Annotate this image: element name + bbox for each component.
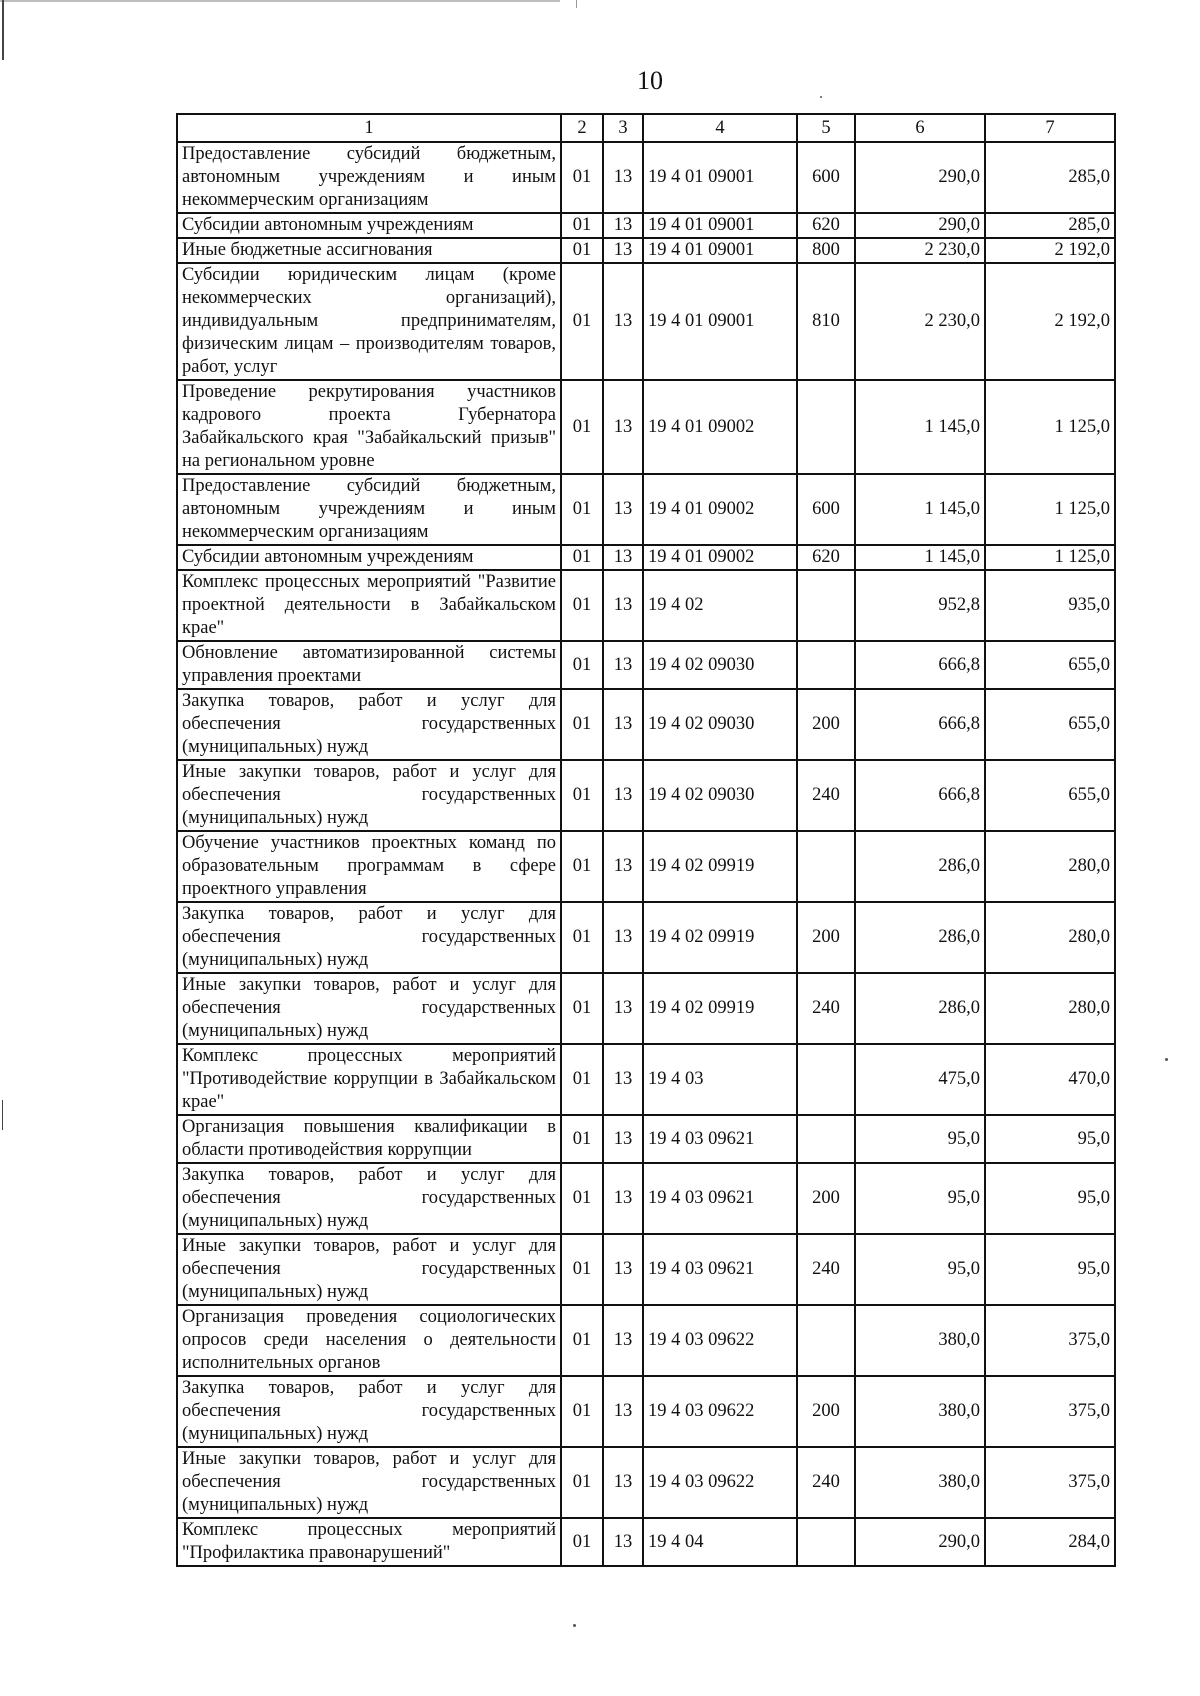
subsection-code: 13	[603, 570, 643, 641]
expense-type-code: 200	[797, 1163, 855, 1234]
expense-type-code: 200	[797, 1376, 855, 1447]
section-code: 01	[561, 641, 603, 689]
table-row	[177, 973, 1115, 1044]
row-description: Предоставление субсидий бюджетным, автономным учреждениям и иным некоммерческим организациям	[177, 142, 561, 213]
row-description: Субсидии юридическим лицам (кроме некоммерческих организаций), индивидуальным предпринимателям, физическим лицам – производителям товаров, работ, услуг	[177, 263, 561, 380]
header-cell: 2	[561, 114, 603, 142]
amount-col-6: 95,0	[855, 1234, 985, 1305]
section-code: 01	[561, 142, 603, 213]
header-cell: 3	[603, 114, 643, 142]
amount-col-6: 286,0	[855, 902, 985, 973]
subsection-code: 13	[603, 474, 643, 545]
target-article-code: 19 4 03 09622	[643, 1376, 797, 1447]
amount-col-7: 95,0	[985, 1115, 1115, 1163]
row-description: Иные закупки товаров, работ и услуг для обеспечения государственных (муниципальных) нужд	[177, 1234, 561, 1305]
scan-edge-line	[0, 0, 560, 2]
section-code: 01	[561, 380, 603, 474]
amount-col-6: 666,8	[855, 689, 985, 760]
section-code: 01	[561, 1447, 603, 1518]
amount-col-6: 290,0	[855, 142, 985, 213]
table-row	[177, 474, 1115, 545]
expense-type-code	[797, 1115, 855, 1163]
target-article-code: 19 4 02 09030	[643, 689, 797, 760]
expense-type-code	[797, 1044, 855, 1115]
target-article-code: 19 4 03 09621	[643, 1163, 797, 1234]
row-description: Иные закупки товаров, работ и услуг для обеспечения государственных (муниципальных) нужд	[177, 1447, 561, 1518]
table-row	[177, 1447, 1115, 1518]
amount-col-7: 1 125,0	[985, 545, 1115, 570]
subsection-code: 13	[603, 1305, 643, 1376]
expense-type-code	[797, 641, 855, 689]
row-description: Организация повышения квалификации в области противодействия коррупции	[177, 1115, 561, 1163]
row-description: Закупка товаров, работ и услуг для обеспечения государственных (муниципальных) нужд	[177, 689, 561, 760]
amount-col-6: 380,0	[855, 1376, 985, 1447]
subsection-code: 13	[603, 689, 643, 760]
amount-col-7: 375,0	[985, 1305, 1115, 1376]
amount-col-6: 1 145,0	[855, 474, 985, 545]
amount-col-7: 2 192,0	[985, 263, 1115, 380]
table-row	[177, 1044, 1115, 1115]
budget-table-body	[177, 114, 1115, 1566]
amount-col-6: 1 145,0	[855, 545, 985, 570]
amount-col-6: 380,0	[855, 1305, 985, 1376]
section-code: 01	[561, 545, 603, 570]
target-article-code: 19 4 04	[643, 1518, 797, 1566]
section-code: 01	[561, 902, 603, 973]
amount-col-6: 475,0	[855, 1044, 985, 1115]
amount-col-7: 95,0	[985, 1163, 1115, 1234]
page-number: 10	[637, 66, 663, 95]
subsection-code: 13	[603, 1044, 643, 1115]
subsection-code: 13	[603, 760, 643, 831]
target-article-code: 19 4 02 09919	[643, 973, 797, 1044]
expense-type-code: 600	[797, 142, 855, 213]
row-description: Организация проведения социологических опросов среди населения о деятельности исполнительных органов	[177, 1305, 561, 1376]
amount-col-7: 655,0	[985, 641, 1115, 689]
row-description: Комплекс процессных мероприятий "Противодействие коррупции в Забайкальском крае"	[177, 1044, 561, 1115]
amount-col-7: 655,0	[985, 689, 1115, 760]
section-code: 01	[561, 213, 603, 238]
amount-col-7: 285,0	[985, 213, 1115, 238]
row-description: Предоставление субсидий бюджетным, автономным учреждениям и иным некоммерческим организациям	[177, 474, 561, 545]
table-row	[177, 689, 1115, 760]
target-article-code: 19 4 03 09622	[643, 1305, 797, 1376]
amount-col-6: 95,0	[855, 1163, 985, 1234]
subsection-code: 13	[603, 831, 643, 902]
subsection-code: 13	[603, 1518, 643, 1566]
subsection-code: 13	[603, 902, 643, 973]
amount-col-7: 1 125,0	[985, 474, 1115, 545]
expense-type-code: 600	[797, 474, 855, 545]
table-row	[177, 1115, 1115, 1163]
subsection-code: 13	[603, 1163, 643, 1234]
table-row	[177, 1234, 1115, 1305]
target-article-code: 19 4 01 09001	[643, 142, 797, 213]
section-code: 01	[561, 1115, 603, 1163]
row-description: Иные закупки товаров, работ и услуг для обеспечения государственных (муниципальных) нужд	[177, 760, 561, 831]
budget-table	[176, 113, 1116, 1567]
subsection-code: 13	[603, 238, 643, 263]
section-code: 01	[561, 1376, 603, 1447]
amount-col-7: 280,0	[985, 902, 1115, 973]
expense-type-code: 240	[797, 760, 855, 831]
target-article-code: 19 4 02 09030	[643, 641, 797, 689]
table-row	[177, 641, 1115, 689]
amount-col-6: 952,8	[855, 570, 985, 641]
amount-col-6: 666,8	[855, 641, 985, 689]
table-row	[177, 902, 1115, 973]
amount-col-6: 290,0	[855, 213, 985, 238]
table-row	[177, 142, 1115, 213]
row-description: Субсидии автономным учреждениям	[177, 213, 561, 238]
row-description: Комплекс процессных мероприятий "Профилактика правонарушений"	[177, 1518, 561, 1566]
section-code: 01	[561, 689, 603, 760]
subsection-code: 13	[603, 263, 643, 380]
target-article-code: 19 4 02 09030	[643, 760, 797, 831]
subsection-code: 13	[603, 142, 643, 213]
section-code: 01	[561, 1234, 603, 1305]
target-article-code: 19 4 02 09919	[643, 902, 797, 973]
table-row	[177, 1376, 1115, 1447]
row-description: Закупка товаров, работ и услуг для обеспечения государственных (муниципальных) нужд	[177, 1376, 561, 1447]
section-code: 01	[561, 760, 603, 831]
amount-col-7: 375,0	[985, 1376, 1115, 1447]
section-code: 01	[561, 1044, 603, 1115]
header-cell: 1	[177, 114, 561, 142]
expense-type-code: 240	[797, 1447, 855, 1518]
expense-type-code: 200	[797, 689, 855, 760]
expense-type-code: 810	[797, 263, 855, 380]
amount-col-7: 375,0	[985, 1447, 1115, 1518]
row-description: Закупка товаров, работ и услуг для обеспечения государственных (муниципальных) нужд	[177, 1163, 561, 1234]
expense-type-code: 240	[797, 1234, 855, 1305]
target-article-code: 19 4 01 09001	[643, 213, 797, 238]
table-row	[177, 1518, 1115, 1566]
amount-col-7: 280,0	[985, 973, 1115, 1044]
section-code: 01	[561, 238, 603, 263]
amount-col-6: 666,8	[855, 760, 985, 831]
section-code: 01	[561, 474, 603, 545]
amount-col-7: 470,0	[985, 1044, 1115, 1115]
table-row	[177, 263, 1115, 380]
table-row	[177, 238, 1115, 263]
amount-col-7: 95,0	[985, 1234, 1115, 1305]
subsection-code: 13	[603, 1376, 643, 1447]
expense-type-code: 620	[797, 545, 855, 570]
expense-type-code	[797, 380, 855, 474]
table-header-row	[177, 114, 1115, 142]
target-article-code: 19 4 01 09002	[643, 474, 797, 545]
target-article-code: 19 4 03	[643, 1044, 797, 1115]
table-row	[177, 1163, 1115, 1234]
subsection-code: 13	[603, 641, 643, 689]
expense-type-code	[797, 1305, 855, 1376]
expense-type-code: 800	[797, 238, 855, 263]
row-description: Обучение участников проектных команд по образовательным программам в сфере проектного управления	[177, 831, 561, 902]
subsection-code: 13	[603, 1115, 643, 1163]
expense-type-code	[797, 1518, 855, 1566]
amount-col-7: 2 192,0	[985, 238, 1115, 263]
scan-speck	[573, 1624, 576, 1627]
expense-type-code: 620	[797, 213, 855, 238]
header-cell: 7	[985, 114, 1115, 142]
target-article-code: 19 4 03 09622	[643, 1447, 797, 1518]
table-row	[177, 213, 1115, 238]
table-row	[177, 380, 1115, 474]
target-article-code: 19 4 02 09919	[643, 831, 797, 902]
amount-col-7: 935,0	[985, 570, 1115, 641]
row-description: Комплекс процессных мероприятий "Развитие проектной деятельности в Забайкальском крае"	[177, 570, 561, 641]
scan-left-mark	[2, 0, 4, 60]
subsection-code: 13	[603, 973, 643, 1044]
target-article-code: 19 4 01 09001	[643, 238, 797, 263]
amount-col-7: 1 125,0	[985, 380, 1115, 474]
row-description: Субсидии автономным учреждениям	[177, 545, 561, 570]
scan-left-mark	[2, 1100, 3, 1130]
amount-col-6: 290,0	[855, 1518, 985, 1566]
section-code: 01	[561, 1305, 603, 1376]
table-row	[177, 831, 1115, 902]
header-cell: 5	[797, 114, 855, 142]
row-description: Иные бюджетные ассигнования	[177, 238, 561, 263]
subsection-code: 13	[603, 545, 643, 570]
amount-col-6: 95,0	[855, 1115, 985, 1163]
expense-type-code	[797, 831, 855, 902]
expense-type-code	[797, 570, 855, 641]
table-row	[177, 760, 1115, 831]
subsection-code: 13	[603, 1447, 643, 1518]
table-row	[177, 570, 1115, 641]
header-cell: 4	[643, 114, 797, 142]
amount-col-7: 655,0	[985, 760, 1115, 831]
scan-speck	[820, 96, 822, 98]
section-code: 01	[561, 1518, 603, 1566]
scan-tick-mark	[576, 0, 577, 8]
target-article-code: 19 4 01 09002	[643, 380, 797, 474]
target-article-code: 19 4 02	[643, 570, 797, 641]
amount-col-6: 2 230,0	[855, 238, 985, 263]
header-cell: 6	[855, 114, 985, 142]
scan-speck	[1165, 1058, 1168, 1061]
row-description: Обновление автоматизированной системы управления проектами	[177, 641, 561, 689]
expense-type-code: 200	[797, 902, 855, 973]
table-row	[177, 1305, 1115, 1376]
subsection-code: 13	[603, 380, 643, 474]
target-article-code: 19 4 01 09002	[643, 545, 797, 570]
amount-col-7: 285,0	[985, 142, 1115, 213]
amount-col-7: 284,0	[985, 1518, 1115, 1566]
amount-col-6: 1 145,0	[855, 380, 985, 474]
target-article-code: 19 4 03 09621	[643, 1115, 797, 1163]
section-code: 01	[561, 973, 603, 1044]
subsection-code: 13	[603, 1234, 643, 1305]
section-code: 01	[561, 263, 603, 380]
amount-col-6: 380,0	[855, 1447, 985, 1518]
amount-col-7: 280,0	[985, 831, 1115, 902]
amount-col-6: 286,0	[855, 831, 985, 902]
expense-type-code: 240	[797, 973, 855, 1044]
section-code: 01	[561, 570, 603, 641]
section-code: 01	[561, 831, 603, 902]
subsection-code: 13	[603, 213, 643, 238]
row-description: Проведение рекрутирования участников кадрового проекта Губернатора Забайкальского края "Забайкальский призыв" на региональном уровне	[177, 380, 561, 474]
section-code: 01	[561, 1163, 603, 1234]
row-description: Закупка товаров, работ и услуг для обеспечения государственных (муниципальных) нужд	[177, 902, 561, 973]
row-description: Иные закупки товаров, работ и услуг для обеспечения государственных (муниципальных) нужд	[177, 973, 561, 1044]
amount-col-6: 2 230,0	[855, 263, 985, 380]
target-article-code: 19 4 03 09621	[643, 1234, 797, 1305]
target-article-code: 19 4 01 09001	[643, 263, 797, 380]
amount-col-6: 286,0	[855, 973, 985, 1044]
table-row	[177, 545, 1115, 570]
